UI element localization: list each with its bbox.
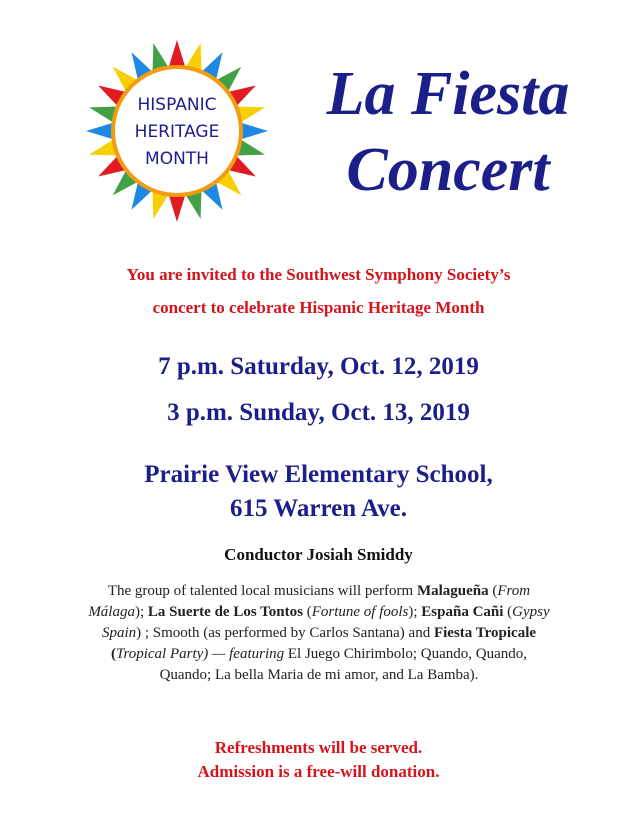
- invitation-text: [0, 258, 637, 324]
- work-malaguena: Malagueña: [416, 583, 489, 599]
- logo-line-2: HERITAGE: [134, 122, 220, 142]
- sun-ray: [169, 195, 186, 223]
- invite-line-1: You are invited to the Southwest Symphony Society’s: [126, 265, 511, 284]
- work-fiesta-tropicale-list: El Juego Chirimbolo; Quando, Quando, Quando; La bella Maria de mi amor, and La Bamba).: [159, 646, 528, 683]
- venue-name: Prairie View Elementary School,: [144, 461, 493, 488]
- admission-note: Admission is a free-will donation.: [197, 762, 440, 781]
- sun-ray: [86, 123, 114, 140]
- refreshments-note: Refreshments will be served.: [214, 738, 423, 757]
- logo-line-1: HISPANIC: [137, 95, 217, 115]
- sun-ray: [169, 40, 186, 68]
- program-intro: The group of talented local musicians will perform: [107, 583, 417, 599]
- invite-line-2: concert to celebrate Hispanic Heritage Month: [152, 298, 485, 317]
- event-venue: [0, 458, 637, 526]
- work-la-suerte-note: Fortune of fools: [311, 604, 409, 620]
- conductor-line: Conductor Josiah Smiddy: [224, 545, 413, 564]
- title-line-1: La Fiesta: [326, 60, 570, 128]
- title-line-2: Concert: [346, 136, 550, 204]
- work-fiesta-tropicale: Fiesta Tropicale (: [110, 625, 537, 662]
- work-fiesta-tropicale-note: Tropical Party) — featuring: [115, 646, 285, 662]
- program-description: The group of talented local musicians will perform Malagueña (From Málaga); La Suerte de Los Tontos (Fortune of fools); España Cañi (Gypsy Spain) ; Smooth (as performed by Carlos Santana) and Fiesta Tropicale (Tropical Party) — featuring El Juego Chirimbolo; Quando, Quando, Quando; La bella Maria de mi amor, and La Bamba).: [88, 583, 550, 683]
- work-malaguena-note: From Málaga: [88, 583, 531, 620]
- event-notes: [0, 736, 637, 784]
- venue-address: 615 Warren Ave.: [229, 495, 408, 522]
- work-espana-cani-note: Gypsy Spain: [101, 604, 550, 641]
- sun-badge-graphic: [84, 38, 270, 224]
- sun-ray: [241, 123, 269, 140]
- date-saturday: 7 p.m. Saturday, Oct. 12, 2019: [158, 353, 479, 380]
- hispanic-heritage-month-logo: [84, 38, 270, 224]
- work-smooth: ; Smooth (as performed by Carlos Santana) and: [141, 625, 434, 641]
- work-espana-cani: España Cañi: [421, 604, 504, 620]
- date-sunday: 3 p.m. Sunday, Oct. 13, 2019: [167, 399, 470, 426]
- event-title: [278, 56, 618, 208]
- event-dates: [0, 344, 637, 436]
- logo-line-3: MONTH: [145, 149, 209, 169]
- work-la-suerte: La Suerte de Los Tontos: [147, 604, 303, 620]
